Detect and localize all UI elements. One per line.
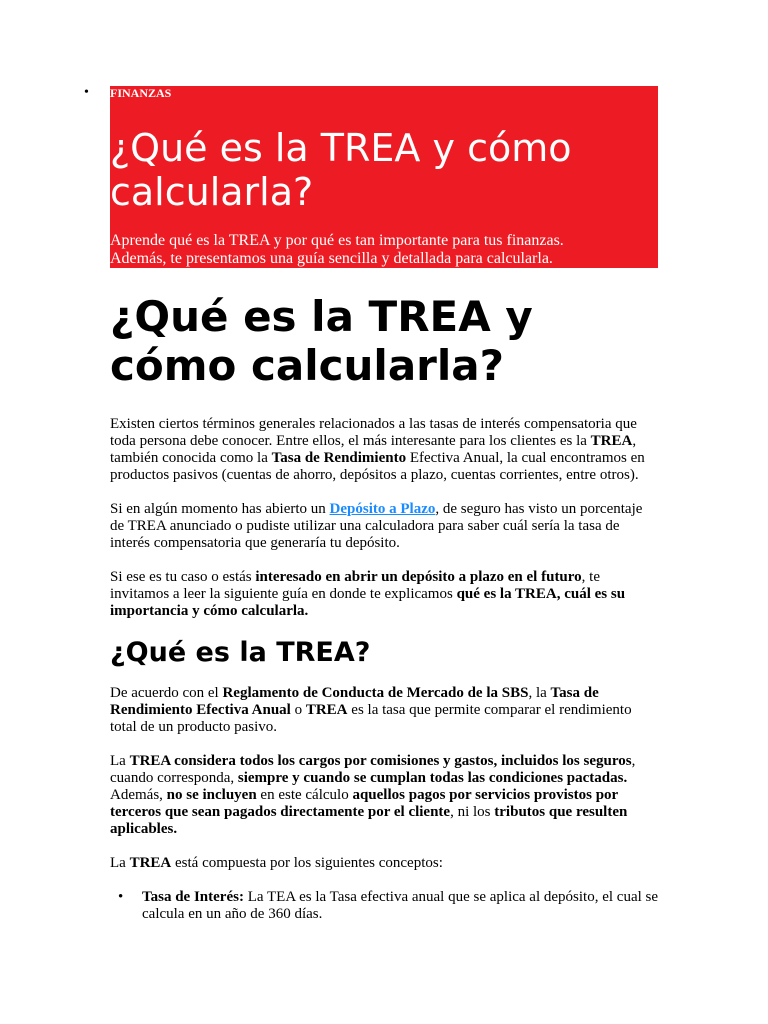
- paragraph-charges: [110, 753, 658, 838]
- paragraph-invite: [110, 569, 658, 620]
- text: en este cálculo: [256, 787, 353, 803]
- list-item-text: La TEA es la Tasa efectiva anual que se aplica al depósito, el cual se calcula en un año de 360 días.: [142, 889, 659, 922]
- banner-subtitle: [110, 232, 658, 268]
- text: o: [290, 702, 306, 718]
- bold-text: tributos que resulten aplicables.: [110, 804, 628, 837]
- bold-text: TREA: [590, 433, 633, 449]
- text: , te invitamos a leer la siguiente guía en donde te explicamos: [110, 569, 600, 602]
- banner-title: ¿Qué es la TREA y cómo calcularla?: [110, 126, 572, 214]
- bold-text: qué es la TREA, cuál es su importancia y cómo calcularla.: [110, 586, 626, 619]
- article-body: [110, 292, 658, 923]
- deposito-a-plazo-link[interactable]: Depósito a Plazo: [329, 501, 436, 517]
- banner-subtitle-line-2: Además, te presentamos una guía sencilla y detallada para calcularla.: [110, 250, 553, 267]
- text: , la: [528, 685, 551, 701]
- list-item: [118, 889, 659, 923]
- text: es la tasa que permite comparar el rendimiento total de un producto pasivo.: [110, 702, 632, 735]
- bold-text: no se incluyen: [166, 787, 257, 803]
- banner-subtitle-line-1: Aprende qué es la TREA y por qué es tan importante para tus finanzas.: [110, 232, 564, 249]
- text: La: [110, 753, 130, 769]
- text: Si en algún momento has abierto un: [110, 501, 330, 517]
- bold-text: TREA: [305, 702, 348, 718]
- category-bullet: •: [84, 85, 89, 100]
- text: La: [110, 855, 130, 871]
- text: está compuesta por los siguientes conceptos:: [171, 855, 443, 871]
- bold-text: siempre y cuando se cumplan todas las condiciones pactadas.: [237, 770, 628, 786]
- section-heading: ¿Qué es la TREA?: [110, 637, 371, 668]
- bold-text: TREA: [129, 855, 172, 871]
- bold-text: TREA considera todos los cargos por comisiones y gastos, incluidos los seguros: [129, 753, 632, 769]
- text: , ni los: [450, 804, 495, 820]
- category-label[interactable]: FINANZAS: [110, 86, 172, 100]
- list-item-term: Tasa de Interés:: [142, 889, 244, 905]
- text: , cuando corresponda,: [110, 753, 636, 786]
- text: Existen ciertos términos generales relacionados a las tasas de interés compensatoria que toda persona debe conocer. Entre ellos, el más interesante para los clientes es la: [110, 416, 637, 449]
- paragraph-intro: [110, 416, 658, 484]
- bold-text: interesado en abrir un depósito a plazo en el futuro: [255, 569, 582, 585]
- text: , de seguro has visto un porcentaje de TREA anunciado o pudiste utilizar una calculadora para saber cuál sería la tasa de interés compensatoria que generaría tu depósito.: [110, 501, 643, 551]
- text: , también conocida como la: [110, 433, 637, 466]
- bold-text: Tasa de Rendimiento: [271, 450, 407, 466]
- bullet-icon: •: [118, 889, 124, 905]
- bold-text: aquellos pagos por servicios provistos por terceros que sean pagados directamente por el cliente: [110, 787, 618, 820]
- paragraph-definition: [110, 685, 658, 736]
- paragraph-composition: [110, 855, 658, 872]
- text: De acuerdo con el: [110, 685, 223, 701]
- bold-text: Reglamento de Conducta de Mercado de la SBS: [222, 685, 529, 701]
- paragraph-deposit: [110, 501, 658, 552]
- bold-text: Tasa de Rendimiento Efectiva Anual: [110, 685, 599, 718]
- text: Efectiva Anual, la cual encontramos en productos pasivos (cuentas de ahorro, depósitos a plazo, cuentas corrientes, entre otros).: [110, 450, 645, 483]
- text: Si ese es tu caso o estás: [110, 569, 256, 585]
- article-title: ¿Qué es la TREA y cómo calcularla?: [110, 292, 533, 390]
- text: Además,: [110, 787, 167, 803]
- concepts-list: [110, 889, 658, 923]
